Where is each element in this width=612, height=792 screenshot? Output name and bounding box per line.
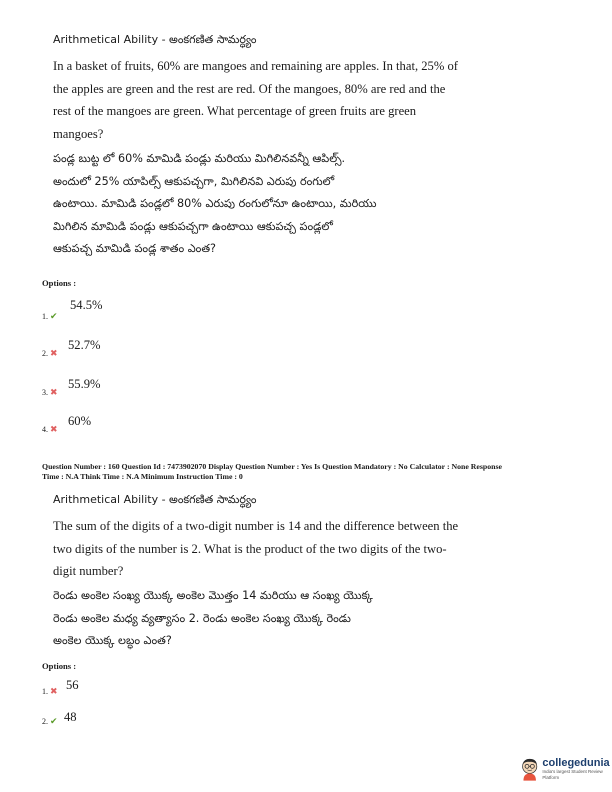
meta-line: Time : N.A Think Time : N.A Minimum Instruction Time : 0: [42, 472, 243, 481]
question-line: రెండు అంకెల మధ్య వ్యత్యాసం 2. రెండు అంకెల సంఖ్య యొక్క రెండు: [53, 611, 351, 625]
check-icon: ✔: [50, 716, 58, 726]
question-line: ఆకుపచ్చ మామిడి పండ్ల శాతం ఎంత?: [53, 242, 216, 256]
cross-icon: ✖: [50, 424, 58, 434]
option-1-number: 1. ✖: [42, 686, 58, 696]
meta-line: Question Number : 160 Question Id : 7473902070 Display Question Number : Yes Is Question Mandatory : No Calculator : None Response: [42, 462, 502, 471]
question-line: two digits of the number is 2. What is the product of the two digits of the two-: [53, 541, 447, 556]
question-line: the apples are green and the rest are red. Of the mangoes, 80% are red and the: [53, 81, 446, 96]
section-title: Arithmetical Ability - అంకగణిత సామర్ధ్యం: [53, 33, 257, 46]
logo-name: collegedunia: [542, 757, 610, 769]
question-line: రెండు అంకెల సంఖ్య యొక్క అంకెల మొత్తం 14 మరియు ఆ సంఖ్య యొక్క: [53, 589, 373, 602]
question-meta: [42, 462, 572, 482]
question-line: rest of the mangoes are green. What percentage of green fruits are green: [53, 104, 417, 119]
question-line: mangoes?: [53, 126, 104, 141]
question-line: ఉంటాయి. మామిడి పండ్లలో 80% ఎరుపు రంగులోనూ ఉంటాయి, మరియు: [53, 197, 377, 211]
logo-tagline: India's largest Student Review Platform: [542, 769, 603, 780]
option-2-text[interactable]: 52.7%: [68, 338, 101, 352]
cross-icon: ✖: [50, 387, 58, 397]
option-1-number: 1. ✔: [42, 311, 58, 321]
option-2-number: 2. ✖: [42, 348, 58, 358]
collegedunia-logo: [519, 756, 612, 782]
question-text-en: [53, 55, 458, 145]
check-icon: ✔: [50, 311, 58, 321]
options-label: Options :: [42, 661, 77, 671]
question-line: అంకెల యొక్క లబ్ధం ఎంత?: [53, 634, 172, 648]
option-1-text[interactable]: 56: [66, 678, 79, 692]
question-text-te: [53, 148, 377, 261]
question-line: అందులో 25% యాపిల్స్ ఆకుపచ్చగా, మిగిలినవి ఎరుపు రంగులో: [53, 174, 335, 188]
option-2-number: 2. ✔: [42, 716, 58, 726]
question-line: మిగిలిన మామిడి పండ్లు ఆకుపచ్చగా ఉంటాయి ఆకుపచ్చ పండ్లలో: [53, 219, 333, 233]
options-label: Options :: [42, 278, 77, 288]
cross-icon: ✖: [50, 686, 58, 696]
question-line: digit number?: [53, 564, 124, 579]
question-line: The sum of the digits of a two-digit number is 14 and the difference between the: [53, 519, 459, 533]
section-title: Arithmetical Ability - అంకగణిత సామర్ధ్యం: [53, 493, 257, 506]
option-4-number: 4. ✖: [42, 424, 58, 434]
cross-icon: ✖: [50, 348, 58, 358]
option-1-text[interactable]: 54.5%: [70, 298, 103, 312]
question-text-en: [53, 515, 458, 583]
question-line: In a basket of fruits, 60% are mangoes and remaining are apples. In that, 25% of: [53, 59, 458, 73]
option-2-text[interactable]: 48: [64, 710, 77, 724]
student-avatar-icon: [519, 756, 540, 782]
option-4-text[interactable]: 60%: [68, 414, 92, 428]
option-3-text[interactable]: 55.9%: [68, 377, 101, 391]
question-text-te: [53, 585, 373, 653]
question-line: పండ్ల బుట్ట లో 60% మామిడి పండ్లు మరియు మిగిలినవన్నీ ఆపిల్స్.: [53, 152, 346, 165]
option-3-number: 3. ✖: [42, 387, 58, 397]
